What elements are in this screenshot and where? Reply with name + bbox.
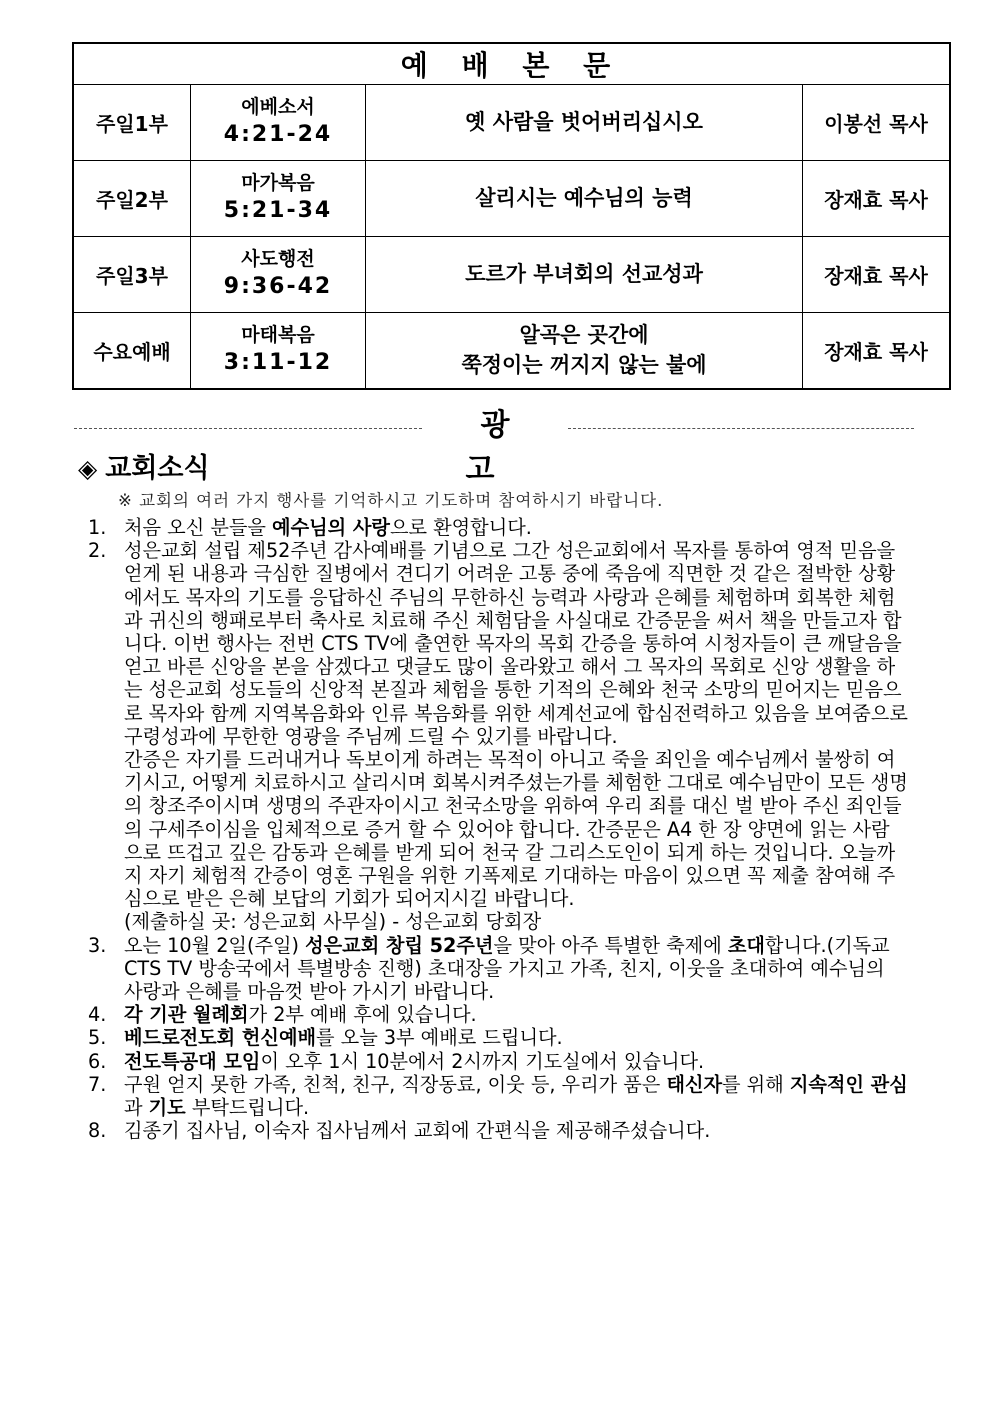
pastor-name: 장재효 목사 xyxy=(803,313,951,389)
news-item-number: 2. xyxy=(88,539,107,563)
service-name: 주일1부 xyxy=(73,85,191,161)
emphasis-text: 각 기관 월례회 xyxy=(124,1003,249,1027)
news-item xyxy=(88,516,908,539)
sermon-title xyxy=(366,161,803,237)
news-item xyxy=(88,1073,908,1119)
scripture-book: 마태복음 xyxy=(241,323,315,346)
news-paragraph xyxy=(124,934,908,1004)
news-paragraph xyxy=(124,1026,908,1049)
sermon-title-line: 옛 사람을 벗어버리십시오 xyxy=(465,110,703,135)
news-item-number: 6. xyxy=(88,1049,107,1073)
worship-table-title: 예 배 본 문 xyxy=(73,43,950,85)
sermon-title-line: 도르가 부녀회의 선교성과 xyxy=(465,262,703,287)
body-text: 간증은 자기를 드러내거나 독보이게 하려는 목적이 아니고 죽을 죄인을 예수님께서 불쌍히 여기시고, 어떻게 치료하시고 살리시며 회복시켜주셨는가를 체험한 그대로 예수님만이 모든 생명의 창조주이시며 생명의 주관자이시고 천국소망을 위하여 우리 죄를 대신 벌 받아 주신 죄인들의 구세주이심을 입체적으로 증거 할 수 있어야 합니다. 간증문은 A4 한 장 양면에 읽는 사람으로 뜨겁고 깊은 감동과 은혜를 받게 되어 천국 갈 그리스도인이 되게 하는 것입니다. 오늘까지 자기 체험적 간증이 영혼 구원을 위한 기폭제로 기대하는 마음이 있으면 꼭 제출 참여해 주심으로 받은 은혜 보답의 기회가 되어지시길 바랍니다. xyxy=(124,748,908,911)
body-text: 이 오후 1시 10분에서 2시까지 기도실에서 있습니다. xyxy=(260,1049,705,1073)
divider-right xyxy=(568,428,914,429)
section-note: ※ 교회의 여러 가지 행사를 기억하시고 기도하며 참여하시기 바랍니다. xyxy=(118,491,664,510)
body-text: 합니다.(기독교 CTS TV 방송국에서 특별방송 진행) 초대장을 가지고 가족, 친지, 이웃을 초대하여 예수님의 사랑과 은혜를 마음껏 받아 가시기 바랍니다. xyxy=(124,933,890,1004)
news-item-number: 3. xyxy=(88,933,107,957)
emphasis-text: 성은교회 창립 52주년 xyxy=(305,933,494,957)
news-paragraph xyxy=(124,748,908,910)
sermon-title xyxy=(366,85,803,161)
news-item xyxy=(88,934,908,1004)
pastor-name: 장재효 목사 xyxy=(803,161,951,237)
body-text: 가 2부 예배 후에 있습니다. xyxy=(248,1003,477,1027)
body-text: 구원 얻지 못한 가족, 친척, 친구, 직장동료, 이웃 등, 우리가 품은 xyxy=(124,1072,667,1096)
news-item-number: 1. xyxy=(88,516,107,539)
scripture-ref xyxy=(191,161,366,237)
body-text: 으로 환영합니다. xyxy=(389,516,532,539)
emphasis-text: 예수님의 사랑 xyxy=(272,516,390,539)
news-paragraph xyxy=(124,910,908,933)
scripture-ref xyxy=(191,313,366,389)
scripture-ref xyxy=(191,85,366,161)
news-item xyxy=(88,539,908,933)
service-name: 수요예배 xyxy=(73,313,191,389)
emphasis-text: 초대 xyxy=(727,933,765,957)
emphasis-text: 태신자 xyxy=(666,1072,723,1096)
body-text: 김종기 집사님, 이숙자 집사님께서 교회에 간편식을 제공해주셨습니다. xyxy=(124,1119,711,1143)
news-item-number: 8. xyxy=(88,1119,107,1143)
section-title xyxy=(78,446,210,485)
sermon-title-line: 쭉정이는 꺼지지 않는 불에 xyxy=(461,353,707,378)
pastor-name: 장재효 목사 xyxy=(803,237,951,313)
body-text: 부탁드립니다. xyxy=(185,1096,310,1120)
news-paragraph xyxy=(124,1073,908,1119)
scripture-book: 마가복음 xyxy=(241,171,315,194)
sermon-title xyxy=(366,237,803,313)
scripture-book: 사도행전 xyxy=(241,247,315,270)
diamond-icon: ◈ xyxy=(78,454,98,483)
news-item xyxy=(88,1119,908,1142)
body-text: 를 위해 xyxy=(722,1072,790,1096)
section-title-text: 교회소식 xyxy=(105,453,210,484)
worship-row xyxy=(73,161,950,237)
body-text: 처음 오신 분들을 xyxy=(124,516,273,539)
scripture-ref xyxy=(191,237,366,313)
emphasis-text: 베드로전도회 헌신예배 xyxy=(124,1026,317,1050)
sermon-title-line: 알곡은 곳간에 xyxy=(519,322,649,347)
worship-row xyxy=(73,85,950,161)
news-paragraph xyxy=(124,516,908,539)
sermon-title xyxy=(366,313,803,389)
body-text: (제출하실 곳: 성은교회 사무실) - 성은교회 당회장 xyxy=(124,910,542,934)
scripture-verse: 9:36-42 xyxy=(223,274,333,300)
scripture-verse: 4:21-24 xyxy=(223,122,333,148)
body-text: 과 xyxy=(124,1096,149,1120)
body-text: 오는 10월 2일(주일) xyxy=(124,933,306,957)
scripture-book: 에베소서 xyxy=(241,95,315,118)
emphasis-text: 지속적인 관심 xyxy=(789,1072,908,1096)
news-item-number: 5. xyxy=(88,1026,107,1050)
emphasis-text: 전도특공대 모임 xyxy=(124,1049,261,1073)
worship-row xyxy=(73,237,950,313)
body-text: 를 오늘 3부 예배로 드립니다. xyxy=(316,1026,563,1050)
service-name: 주일2부 xyxy=(73,161,191,237)
ads-header-title: 광고 xyxy=(465,408,540,487)
body-text: 성은교회 설립 제52주년 감사예배를 기념으로 그간 성은교회에서 목자를 통하여 영적 믿음을 얻게 된 내용과 극심한 질병에서 견디기 어려운 고통 중에 죽음에 직면한 것 같은 절박한 상황에서도 목자의 기도를 응답하신 주님의 무한하신 능력과 사랑과 은혜를 체험하며 회복한 체험과 귀신의 행패로부터 축사로 치료해 주신 체험담을 사실대로 간증문을 써서 책을 만들고자 합니다. 이번 행사는 전번 CTS TV에 출연한 목자의 목회 간증을 통하여 시청자들이 큰 깨달음을 얻고 바른 신앙을 본을 삼겠다고 댓글도 많이 올라왔고 해서 그 목자의 목회로 신앙 생활을 하는 성은교회 성도들의 신앙적 본질과 체험을 통한 기적의 은혜와 천국 소망의 믿어지는 믿음으로 목자와 함께 지역복음화와 인류 복음화를 위한 세계선교에 합심전력하고 있음을 보여줌으로 구령성과에 무한한 영광을 주님께 드릴 수 있기를 바랍니다. xyxy=(124,539,908,748)
emphasis-text: 기도 xyxy=(148,1096,186,1120)
divider-left xyxy=(74,428,422,429)
news-list xyxy=(88,516,908,1142)
news-item xyxy=(88,1003,908,1026)
service-name: 주일3부 xyxy=(73,237,191,313)
news-paragraph xyxy=(124,1119,908,1142)
news-paragraph xyxy=(124,1003,908,1026)
worship-row xyxy=(73,313,950,389)
news-item-number: 4. xyxy=(88,1003,107,1027)
news-paragraph xyxy=(124,1050,908,1073)
news-item-number: 7. xyxy=(88,1072,107,1096)
scripture-verse: 5:21-34 xyxy=(223,198,333,224)
pastor-name: 이봉선 목사 xyxy=(803,85,951,161)
news-item xyxy=(88,1050,908,1073)
worship-table xyxy=(72,42,951,390)
news-paragraph xyxy=(124,539,908,748)
sermon-title-line: 살리시는 예수님의 능력 xyxy=(475,186,693,211)
news-item xyxy=(88,1026,908,1049)
scripture-verse: 3:11-12 xyxy=(223,350,333,376)
body-text: 을 맞아 아주 특별한 축제에 xyxy=(493,933,728,957)
